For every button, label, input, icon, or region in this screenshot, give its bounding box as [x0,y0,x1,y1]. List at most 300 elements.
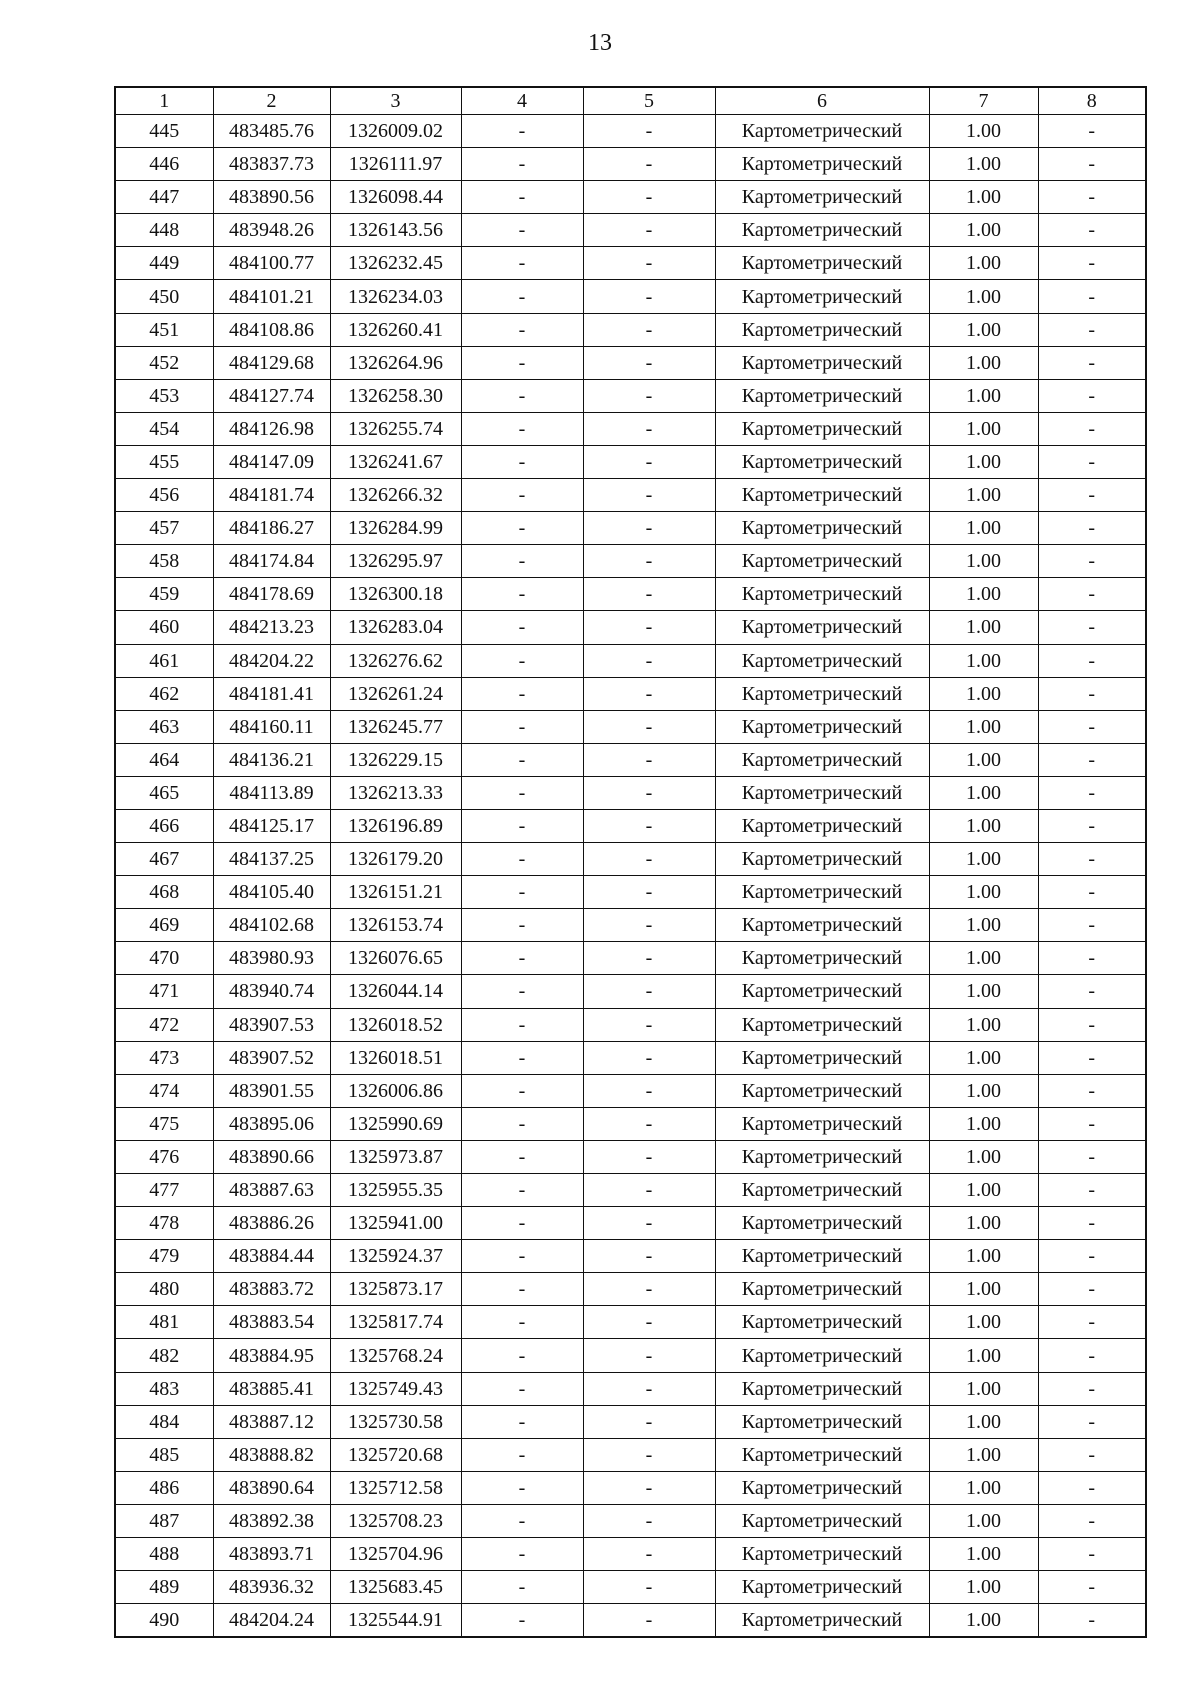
table-cell: 1326229.15 [330,743,461,776]
table-cell: - [583,445,715,478]
table-cell: 483948.26 [213,214,330,247]
table-cell: 1325712.58 [330,1471,461,1504]
table-cell: 472 [115,1008,213,1041]
table-cell: 1.00 [929,148,1038,181]
table-cell: - [583,346,715,379]
table-cell: 1.00 [929,776,1038,809]
table-cell: 462 [115,677,213,710]
table-cell: 483907.53 [213,1008,330,1041]
table-cell: - [583,1604,715,1638]
table-header [115,87,1146,115]
table-row [115,1174,1146,1207]
table-cell: Картометрический [715,578,929,611]
table-cell: Картометрический [715,1074,929,1107]
table-cell: - [583,1339,715,1372]
table-cell: - [583,1041,715,1074]
table-cell: 483 [115,1372,213,1405]
table-cell: - [1038,776,1146,809]
table-cell: 1.00 [929,512,1038,545]
table-cell: 470 [115,942,213,975]
table-cell: 484178.69 [213,578,330,611]
table-cell: - [1038,214,1146,247]
table-cell: 1.00 [929,1008,1038,1041]
table-cell: 1.00 [929,1273,1038,1306]
table-cell: Картометрический [715,1604,929,1638]
table-cell: - [1038,1604,1146,1638]
table-cell: 483890.66 [213,1140,330,1173]
table-cell: Картометрический [715,611,929,644]
table-cell: - [583,115,715,148]
table-cell: 452 [115,346,213,379]
table-cell: 483888.82 [213,1438,330,1471]
table-cell: - [583,975,715,1008]
table-cell: 468 [115,876,213,909]
table-cell: - [1038,710,1146,743]
table-cell: Картометрический [715,1207,929,1240]
table-cell: 1325873.17 [330,1273,461,1306]
table-cell: 465 [115,776,213,809]
table-row [115,975,1146,1008]
table-cell: 487 [115,1504,213,1537]
table-cell: - [583,809,715,842]
table-cell: 481 [115,1306,213,1339]
table-cell: 483885.41 [213,1372,330,1405]
table-body [115,115,1146,1638]
table-cell: - [583,280,715,313]
table-row [115,843,1146,876]
table-cell: 449 [115,247,213,280]
table-cell: 1326295.97 [330,545,461,578]
table-cell: 483936.32 [213,1571,330,1604]
table-cell: 483890.56 [213,181,330,214]
table-cell: - [1038,445,1146,478]
header-cell: 6 [715,87,929,115]
table-cell: - [461,1240,583,1273]
table-cell: 484100.77 [213,247,330,280]
table-cell: 1326076.65 [330,942,461,975]
table-cell: - [1038,975,1146,1008]
table-cell: 484129.68 [213,346,330,379]
table-cell: 484101.21 [213,280,330,313]
table-cell: - [461,247,583,280]
table-cell: 1326234.03 [330,280,461,313]
table-cell: 1.00 [929,975,1038,1008]
table-cell: - [1038,1140,1146,1173]
table-cell: - [461,909,583,942]
table-cell: - [583,379,715,412]
table-cell: - [461,512,583,545]
table-cell: 1326258.30 [330,379,461,412]
table-cell: - [461,479,583,512]
table-cell: 1325973.87 [330,1140,461,1173]
table-cell: - [583,1306,715,1339]
table-cell: - [1038,148,1146,181]
table-row [115,512,1146,545]
table-cell: - [1038,578,1146,611]
table-cell: 1326196.89 [330,809,461,842]
table-cell: Картометрический [715,1405,929,1438]
table-cell: - [583,1538,715,1571]
table-cell: 1325924.37 [330,1240,461,1273]
table-cell: 483892.38 [213,1504,330,1537]
table-cell: - [583,1471,715,1504]
table-cell: - [461,611,583,644]
table-cell: - [1038,115,1146,148]
table-cell: - [583,942,715,975]
table-cell: 1326044.14 [330,975,461,1008]
table-cell: - [1038,942,1146,975]
table-cell: 484125.17 [213,809,330,842]
table-cell: 484105.40 [213,876,330,909]
table-cell: - [1038,809,1146,842]
table-cell: 484147.09 [213,445,330,478]
table-cell: - [1038,644,1146,677]
table-cell: 484204.22 [213,644,330,677]
table-row [115,1405,1146,1438]
table-row [115,743,1146,776]
table-row [115,1273,1146,1306]
table-cell: 1325544.91 [330,1604,461,1638]
header-row [115,87,1146,115]
table-row [115,545,1146,578]
table-cell: Картометрический [715,1306,929,1339]
table-cell: - [1038,545,1146,578]
table-cell: - [1038,247,1146,280]
table-row [115,909,1146,942]
table-cell: - [1038,1538,1146,1571]
table-cell: 1326284.99 [330,512,461,545]
table-cell: - [461,214,583,247]
table-cell: 1325990.69 [330,1107,461,1140]
table-cell: - [461,677,583,710]
table-row [115,1240,1146,1273]
table-cell: 1.00 [929,1538,1038,1571]
table-cell: 1.00 [929,1405,1038,1438]
table-cell: 484174.84 [213,545,330,578]
table-cell: - [583,1174,715,1207]
table-row [115,942,1146,975]
table-cell: - [461,975,583,1008]
table-cell: - [583,1008,715,1041]
table-cell: Картометрический [715,1107,929,1140]
table-cell: - [1038,1240,1146,1273]
table-cell: 484137.25 [213,843,330,876]
table-cell: 1325941.00 [330,1207,461,1240]
table-row [115,181,1146,214]
table-cell: 484136.21 [213,743,330,776]
table-cell: - [461,743,583,776]
table-cell: - [583,1273,715,1306]
table-cell: 1326255.74 [330,412,461,445]
table-cell: 483980.93 [213,942,330,975]
table-row [115,280,1146,313]
table-cell: 483893.71 [213,1538,330,1571]
table-cell: 484213.23 [213,611,330,644]
table-cell: - [1038,1041,1146,1074]
table-cell: - [461,1504,583,1537]
table-cell: 455 [115,445,213,478]
table-row [115,247,1146,280]
table-cell: 486 [115,1471,213,1504]
table-cell: 482 [115,1339,213,1372]
table-cell: Картометрический [715,1008,929,1041]
table-cell: 483887.12 [213,1405,330,1438]
table-cell: 1325683.45 [330,1571,461,1604]
header-cell: 7 [929,87,1038,115]
table-cell: - [461,1074,583,1107]
table-cell: 476 [115,1140,213,1173]
table-cell: 1.00 [929,843,1038,876]
table-cell: - [461,1306,583,1339]
table-cell: Картометрический [715,379,929,412]
table-cell: 484108.86 [213,313,330,346]
table-cell: - [1038,280,1146,313]
table-cell: 1325708.23 [330,1504,461,1537]
table-cell: 1.00 [929,247,1038,280]
table-row [115,1438,1146,1471]
table-cell: - [583,1405,715,1438]
table-cell: 1.00 [929,677,1038,710]
table-cell: 1326276.62 [330,644,461,677]
table-cell: 1.00 [929,1604,1038,1638]
table-cell: 1.00 [929,1174,1038,1207]
table-cell: - [583,214,715,247]
table-cell: - [583,247,715,280]
table-cell: Картометрический [715,512,929,545]
table-cell: 483907.52 [213,1041,330,1074]
table-cell: 1326241.67 [330,445,461,478]
table-cell: - [461,1041,583,1074]
table-cell: - [583,412,715,445]
table-cell: 484186.27 [213,512,330,545]
table-cell: - [583,1504,715,1537]
table-cell: 1325817.74 [330,1306,461,1339]
table-cell: 1325730.58 [330,1405,461,1438]
table-cell: 1.00 [929,412,1038,445]
table-row [115,611,1146,644]
table-cell: - [461,1405,583,1438]
table-cell: 447 [115,181,213,214]
table-cell: - [461,379,583,412]
table-cell: - [583,710,715,743]
table-cell: - [1038,1273,1146,1306]
table-cell: 471 [115,975,213,1008]
table-cell: 1.00 [929,876,1038,909]
table-cell: Картометрический [715,148,929,181]
table-cell: 484181.41 [213,677,330,710]
table-cell: - [461,1174,583,1207]
table-cell: Картометрический [715,247,929,280]
table-cell: - [583,1140,715,1173]
table-cell: Картометрический [715,214,929,247]
table-cell: 466 [115,809,213,842]
table-cell: - [461,313,583,346]
table-cell: Картометрический [715,710,929,743]
table-cell: - [461,843,583,876]
table-cell: - [583,578,715,611]
table-cell: 1326151.21 [330,876,461,909]
table-cell: 1.00 [929,313,1038,346]
table-cell: - [1038,346,1146,379]
table-cell: 1326018.52 [330,1008,461,1041]
table-cell: - [1038,313,1146,346]
table-cell: 1.00 [929,1571,1038,1604]
table-cell: Картометрический [715,909,929,942]
table-cell: 483883.72 [213,1273,330,1306]
table-cell: 1325749.43 [330,1372,461,1405]
table-row [115,578,1146,611]
table-cell: 1.00 [929,181,1038,214]
table-cell: - [461,1571,583,1604]
table-cell: 484160.11 [213,710,330,743]
table-cell: 483485.76 [213,115,330,148]
table-row [115,644,1146,677]
table-cell: Картометрический [715,1538,929,1571]
table-cell: - [583,479,715,512]
table-cell: Картометрический [715,1471,929,1504]
table-cell: 473 [115,1041,213,1074]
table-cell: - [461,809,583,842]
table-cell: - [583,512,715,545]
table-cell: Картометрический [715,1041,929,1074]
table-cell: - [583,611,715,644]
table-row [115,1041,1146,1074]
table-cell: 451 [115,313,213,346]
table-cell: 488 [115,1538,213,1571]
table-cell: - [1038,1438,1146,1471]
table-cell: Картометрический [715,280,929,313]
table-cell: - [583,1240,715,1273]
table-cell: - [583,181,715,214]
table-cell: 478 [115,1207,213,1240]
table-cell: Картометрический [715,876,929,909]
table-row [115,1604,1146,1638]
table-cell: - [461,1140,583,1173]
table-cell: 1.00 [929,115,1038,148]
table-cell: 1326300.18 [330,578,461,611]
table-row [115,115,1146,148]
table-cell: Картометрический [715,1339,929,1372]
table-cell: Картометрический [715,776,929,809]
table-cell: - [583,843,715,876]
table-row [115,1571,1146,1604]
table-cell: 458 [115,545,213,578]
header-cell: 8 [1038,87,1146,115]
table-cell: - [583,1372,715,1405]
table-cell: - [1038,843,1146,876]
table-cell: Картометрический [715,545,929,578]
table-cell: - [583,545,715,578]
table-cell: 484113.89 [213,776,330,809]
table-cell: 483887.63 [213,1174,330,1207]
table-cell: - [461,1008,583,1041]
table-cell: 446 [115,148,213,181]
table-cell: 448 [115,214,213,247]
table-cell: 1326266.32 [330,479,461,512]
table-cell: - [583,776,715,809]
table-cell: 1326283.04 [330,611,461,644]
table-cell: 483884.44 [213,1240,330,1273]
table-cell: - [461,644,583,677]
table-row [115,677,1146,710]
table-cell: - [1038,379,1146,412]
table-cell: 479 [115,1240,213,1273]
table-cell: 457 [115,512,213,545]
table-cell: - [1038,1405,1146,1438]
table-cell: 1326260.41 [330,313,461,346]
table-cell: 483883.54 [213,1306,330,1339]
table-cell: 450 [115,280,213,313]
table-cell: - [461,181,583,214]
table-cell: - [583,677,715,710]
table-cell: - [461,445,583,478]
table-cell: 1.00 [929,214,1038,247]
table-cell: - [583,909,715,942]
table-cell: 1326232.45 [330,247,461,280]
table-cell: 1.00 [929,280,1038,313]
table-cell: - [461,1471,583,1504]
table-cell: 1326153.74 [330,909,461,942]
table-cell: 1.00 [929,644,1038,677]
table-cell: 477 [115,1174,213,1207]
header-cell: 4 [461,87,583,115]
table-cell: Картометрический [715,677,929,710]
table-cell: Картометрический [715,412,929,445]
table-row [115,1306,1146,1339]
table-cell: 1.00 [929,1372,1038,1405]
table-cell: - [461,1372,583,1405]
table-cell: - [461,1339,583,1372]
table-cell: 469 [115,909,213,942]
table-cell: 483884.95 [213,1339,330,1372]
table-cell: - [1038,1174,1146,1207]
table-cell: - [461,1438,583,1471]
table-cell: 1.00 [929,445,1038,478]
table-cell: - [1038,1074,1146,1107]
table-cell: 483895.06 [213,1107,330,1140]
table-cell: - [1038,479,1146,512]
table-cell: - [1038,611,1146,644]
table-cell: 483940.74 [213,975,330,1008]
table-cell: Картометрический [715,1240,929,1273]
table-row [115,1339,1146,1372]
table-cell: 484126.98 [213,412,330,445]
table-cell: 483886.26 [213,1207,330,1240]
table-cell: 445 [115,115,213,148]
table-cell: - [1038,743,1146,776]
table-cell: 1.00 [929,479,1038,512]
table-cell: 1.00 [929,1471,1038,1504]
table-cell: 474 [115,1074,213,1107]
table-row [115,445,1146,478]
table-cell: 483837.73 [213,148,330,181]
table-cell: - [1038,1207,1146,1240]
table-cell: - [583,148,715,181]
table-cell: 1326018.51 [330,1041,461,1074]
table-cell: - [461,545,583,578]
table-cell: - [1038,1306,1146,1339]
table-cell: - [1038,677,1146,710]
table-row [115,412,1146,445]
table-cell: - [461,412,583,445]
table-cell: Картометрический [715,1140,929,1173]
table-cell: Картометрический [715,1273,929,1306]
table-cell: - [583,743,715,776]
table-cell: - [1038,876,1146,909]
page-number: 13 [588,30,612,56]
table-cell: 1.00 [929,611,1038,644]
table-row [115,148,1146,181]
